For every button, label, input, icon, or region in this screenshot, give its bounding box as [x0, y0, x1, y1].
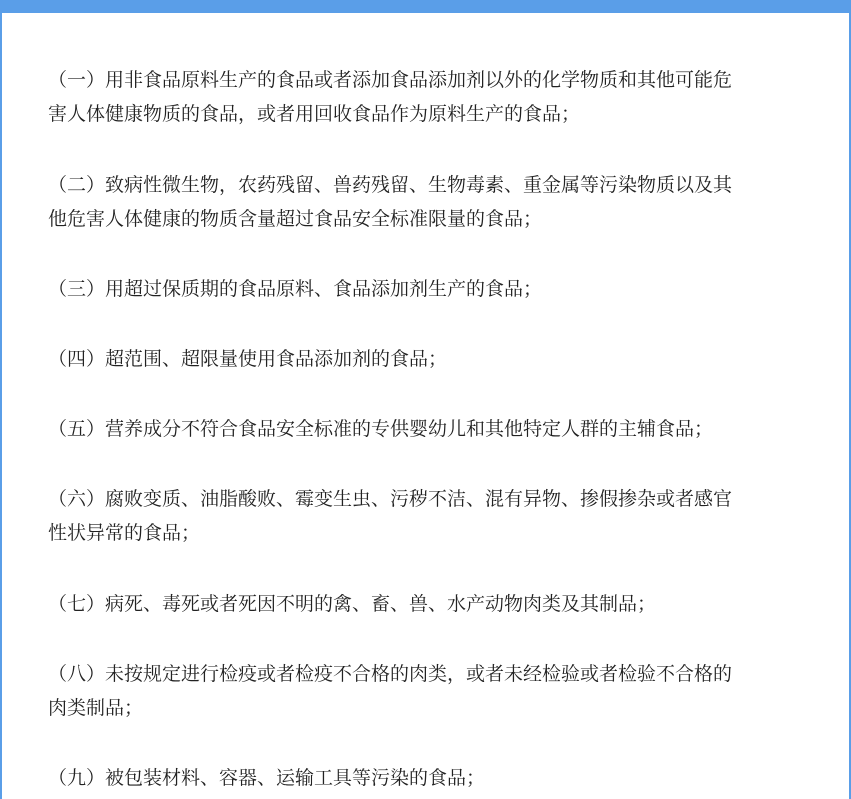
list-item: （七）病死、毒死或者死因不明的禽、畜、兽、水产动物肉类及其制品； — [48, 593, 657, 615]
list-item: （五）营养成分不符合食品安全标准的专供婴幼儿和其他特定人群的主辅食品； — [48, 418, 714, 440]
list-item: （二）致病性微生物，农药残留、兽药残留、生物毒素、重金属等污染物质以及其 他危害人体健康的物质含量超过食品安全标准限量的食品； — [48, 174, 733, 230]
list-item: （四）超范围、超限量使用食品添加剂的食品； — [48, 348, 448, 370]
list-item: （九）被包装材料、容器、运输工具等污染的食品； — [48, 767, 486, 789]
list-item: （一）用非食品原料生产的食品或者添加食品添加剂以外的化学物质和其他可能危 害人体健康物质的食品，或者用回收食品作为原料生产的食品； — [48, 69, 733, 125]
list-item: （八）未按规定进行检疫或者检疫不合格的肉类，或者未经检验或者检验不合格的 肉类制品； — [48, 663, 733, 719]
list-item: （三）用超过保质期的食品原料、食品添加剂生产的食品； — [48, 278, 543, 300]
list-item: （六）腐败变质、油脂酸败、霉变生虫、污秽不洁、混有异物、掺假掺杂或者感官 性状异常的食品； — [48, 488, 733, 544]
